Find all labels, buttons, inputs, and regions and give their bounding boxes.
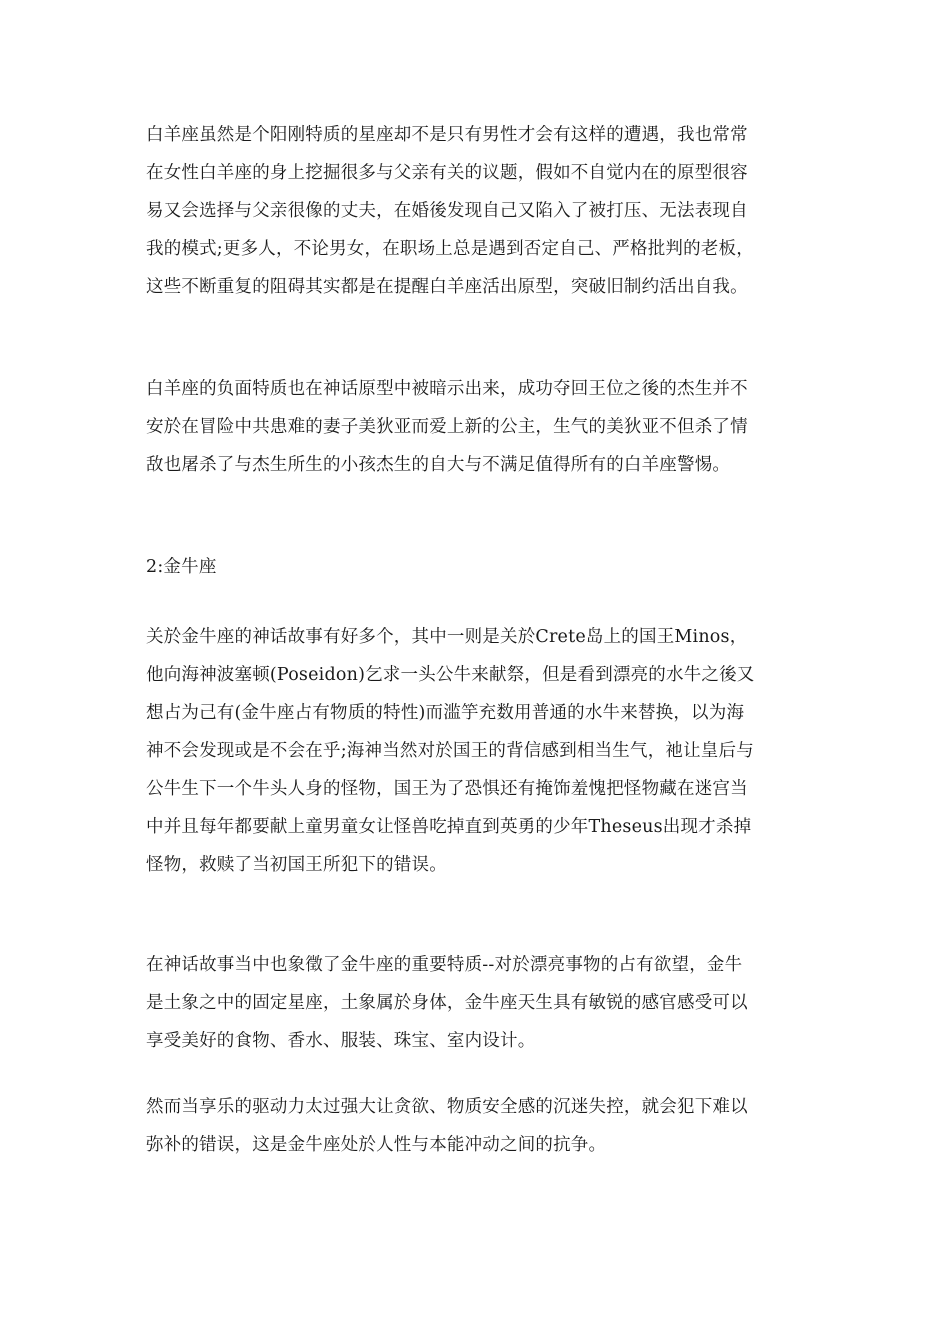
paragraph-aries-father-archetype	[146, 116, 816, 306]
text-line: 安於在冒险中共患难的妻子美狄亚而爱上新的公主，生气的美狄亚不但杀了情	[146, 417, 748, 437]
text-line: 我的模式;更多人，不论男女，在职场上总是遇到否定自己、严格批判的老板，	[146, 239, 754, 259]
text-line: 想占为己有(金牛座占有物质的特性)而滥竽充数用普通的水牛来替换，以为海	[146, 703, 745, 723]
section-heading-taurus	[146, 548, 816, 586]
text-line: 然而当享乐的驱动力太过强大让贪欲、物质安全感的沉迷失控，就会犯下难以	[146, 1097, 748, 1117]
text-line: 白羊座虽然是个阳刚特质的星座却不是只有男性才会有这样的遭遇，我也常常	[146, 125, 748, 145]
text-line: 弥补的错误，这是金牛座处於人性与本能冲动之间的抗争。	[146, 1135, 607, 1155]
text-line: 怪物，救赎了当初国王所犯下的错误。	[146, 855, 447, 875]
text-line: 关於金牛座的神话故事有好多个，其中一则是关於Crete岛上的国王Minos，	[146, 627, 748, 647]
paragraph-taurus-struggle	[146, 1088, 816, 1164]
paragraph-aries-negative-traits	[146, 370, 816, 484]
text-line: 敌也屠杀了与杰生所生的小孩杰生的自大与不满足值得所有的白羊座警惕。	[146, 455, 731, 475]
heading-text: 2:金牛座	[146, 557, 217, 577]
text-line: 是土象之中的固定星座，土象属於身体，金牛座天生具有敏锐的感官感受可以	[146, 993, 748, 1013]
text-line: 这些不断重复的阻碍其实都是在提醒白羊座活出原型，突破旧制约活出自我。	[146, 277, 748, 297]
text-line: 白羊座的负面特质也在神话原型中被暗示出来，成功夺回王位之後的杰生并不	[146, 379, 748, 399]
text-line: 在女性白羊座的身上挖掘很多与父亲有关的议题，假如不自觉内在的原型很容	[146, 163, 748, 183]
text-line: 在神话故事当中也象徵了金牛座的重要特质--对於漂亮事物的占有欲望，金牛	[146, 955, 743, 975]
paragraph-taurus-possession	[146, 946, 816, 1060]
text-line: 中并且每年都要献上童男童女让怪兽吃掉直到英勇的少年Theseus出现才杀掉	[146, 817, 752, 837]
text-line: 公牛生下一个牛头人身的怪物，国王为了恐惧还有掩饰羞愧把怪物藏在迷宫当	[146, 779, 748, 799]
text-line: 易又会选择与父亲很像的丈夫，在婚後发现自己又陷入了被打压、无法表现自	[146, 201, 748, 221]
text-line: 神不会发现或是不会在乎;海神当然对於国王的背信感到相当生气，祂让皇后与	[146, 741, 754, 761]
text-line: 他向海神波塞顿(Poseidon)乞求一头公牛来献祭，但是看到漂亮的水牛之後又	[146, 665, 755, 685]
paragraph-taurus-myth	[146, 618, 816, 884]
text-line: 享受美好的食物、香水、服装、珠宝、室内设计。	[146, 1031, 536, 1051]
